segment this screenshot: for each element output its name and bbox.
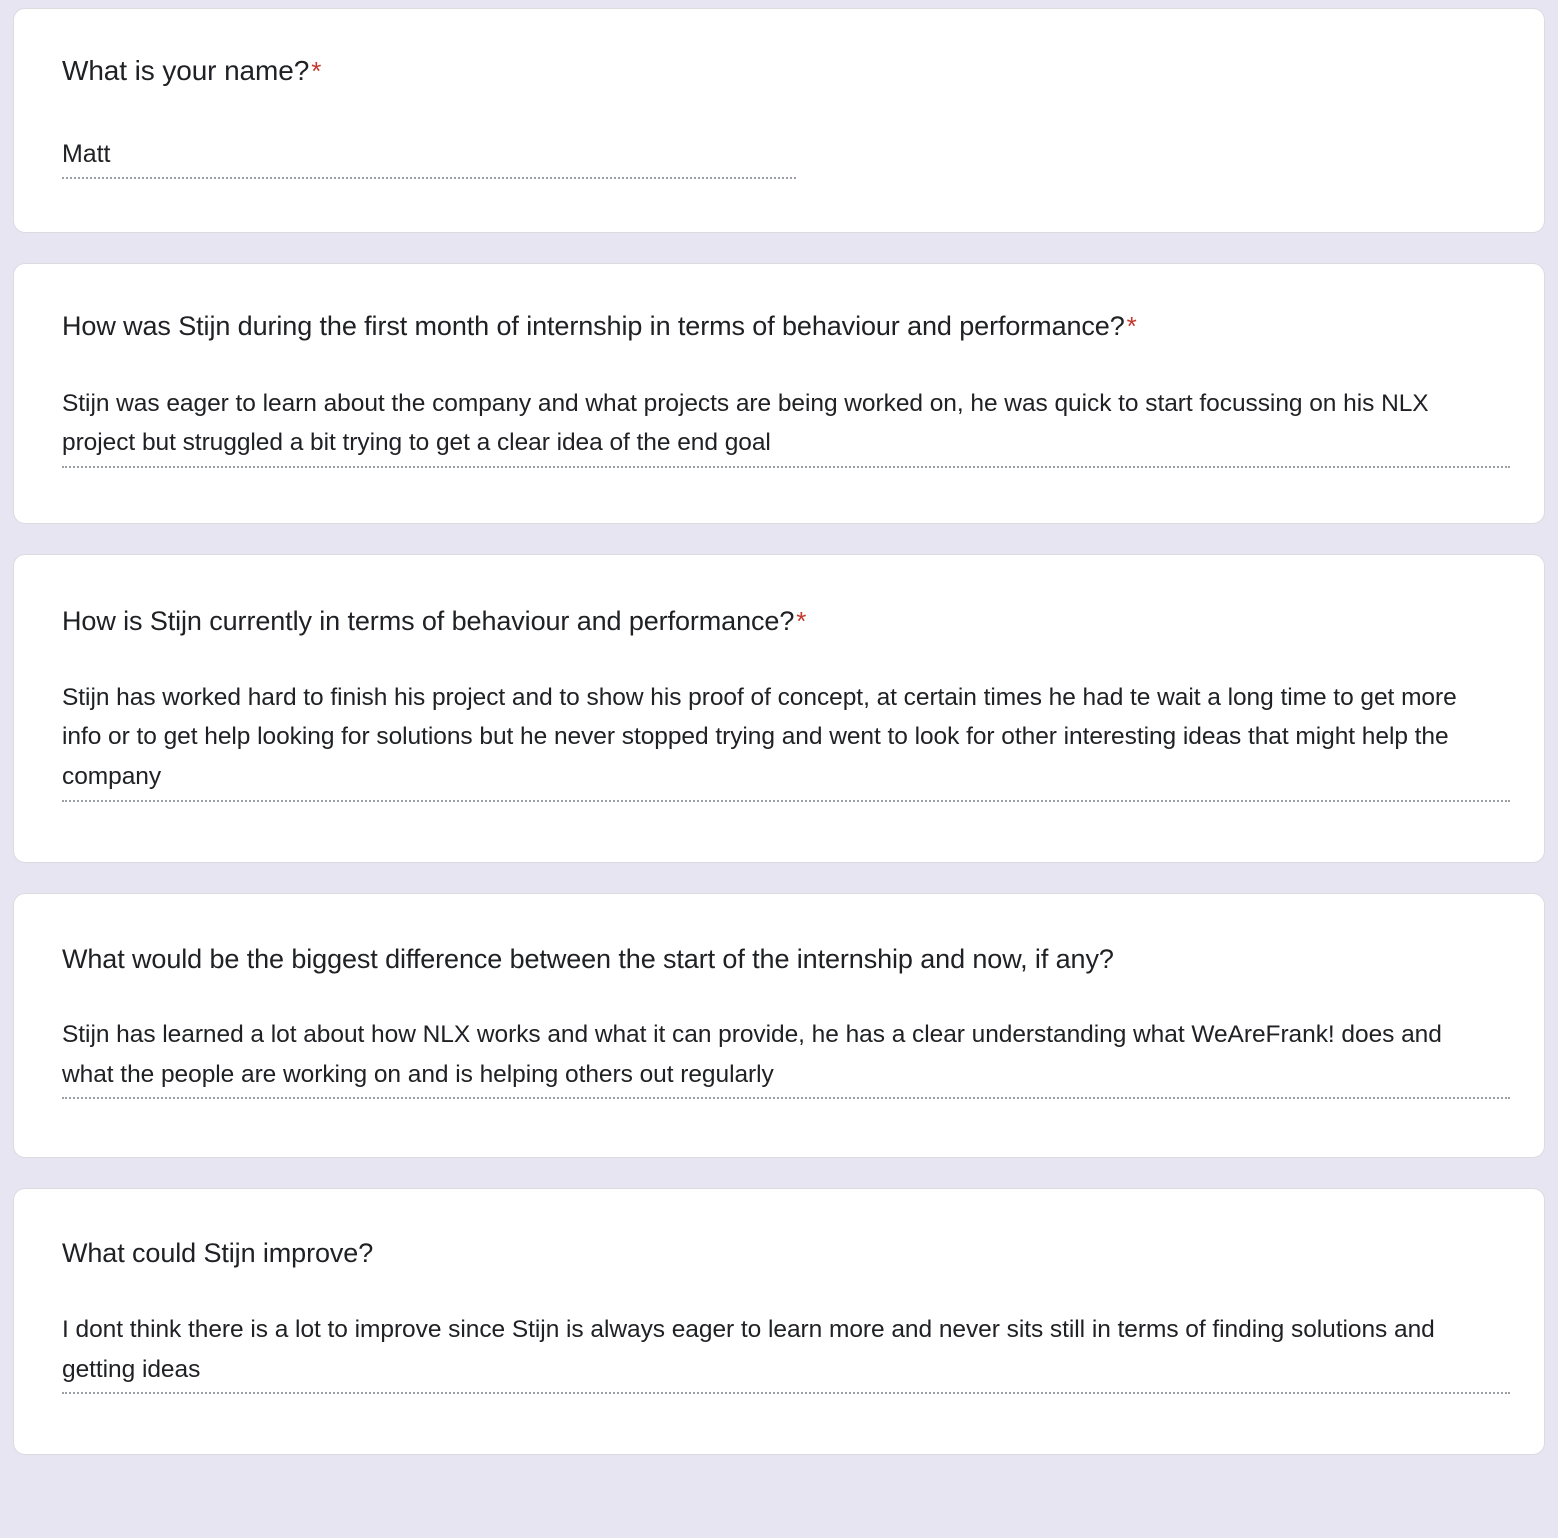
question-card-improve — [13, 1188, 1545, 1455]
answer-text: Matt — [62, 139, 111, 168]
answer-field-wrapper[interactable] — [62, 384, 1496, 468]
question-title — [62, 941, 1496, 977]
question-title — [62, 52, 1496, 90]
question-card-inner — [62, 308, 1496, 468]
answer-block — [62, 1015, 1496, 1099]
question-title-text: What is your name? — [62, 55, 310, 86]
question-card-inner — [62, 941, 1496, 1100]
answer-underline — [62, 1392, 1510, 1394]
answer-field-wrapper[interactable] — [62, 678, 1496, 802]
question-title — [62, 603, 1496, 639]
question-title-text: How is Stijn currently in terms of behaviour and performance? — [62, 606, 795, 637]
answer-text: Stijn was eager to learn about the company and what projects are being worked on, he was quick to start focussing on his NLX project but struggled a bit trying to get a clear idea of the end goal — [62, 389, 1429, 457]
answer-field-wrapper[interactable] — [62, 1310, 1496, 1394]
answer-block — [62, 1310, 1496, 1394]
answer-underline — [62, 1097, 1510, 1099]
question-card-inner — [62, 1235, 1496, 1394]
question-title — [62, 1235, 1496, 1271]
answer-field-wrapper[interactable] — [62, 134, 1496, 180]
question-card-inner — [62, 52, 1496, 179]
question-title — [62, 308, 1496, 344]
answer-underline — [62, 177, 796, 179]
question-card-currently — [13, 554, 1545, 863]
question-card-name — [13, 8, 1545, 233]
answer-text: Stijn has learned a lot about how NLX works and what it can provide, he has a clear understanding what WeAreFrank! does and what the people are working on and is helping others out regularly — [62, 1021, 1442, 1088]
answer-underline — [62, 466, 1510, 468]
question-card-first-month — [13, 263, 1545, 524]
answer-field-wrapper[interactable] — [62, 1015, 1496, 1099]
answer-block — [62, 678, 1496, 802]
required-asterisk-icon: * — [796, 606, 807, 637]
answer-text: Stijn has worked hard to finish his project and to show his proof of concept, at certain times he had te wait a long time to get more info or to get help looking for solutions but he never stopped trying and went to look for other interesting ideas that might help the company — [62, 683, 1457, 790]
answer-underline — [62, 800, 1510, 802]
question-card-inner — [62, 603, 1496, 802]
question-title-text: How was Stijn during the first month of internship in terms of behaviour and performance? — [62, 311, 1125, 342]
required-asterisk-icon: * — [311, 56, 322, 86]
required-asterisk-icon: * — [1126, 311, 1137, 342]
answer-text: I dont think there is a lot to improve since Stijn is always eager to learn more and never sits still in terms of finding solutions and getting ideas — [62, 1315, 1435, 1383]
question-title-text: What could Stijn improve? — [62, 1238, 374, 1269]
answer-block — [62, 384, 1496, 468]
question-title-text: What would be the biggest difference between the start of the internship and now, if any? — [62, 943, 1114, 974]
question-card-biggest-difference — [13, 893, 1545, 1159]
answer-block — [62, 134, 1496, 180]
